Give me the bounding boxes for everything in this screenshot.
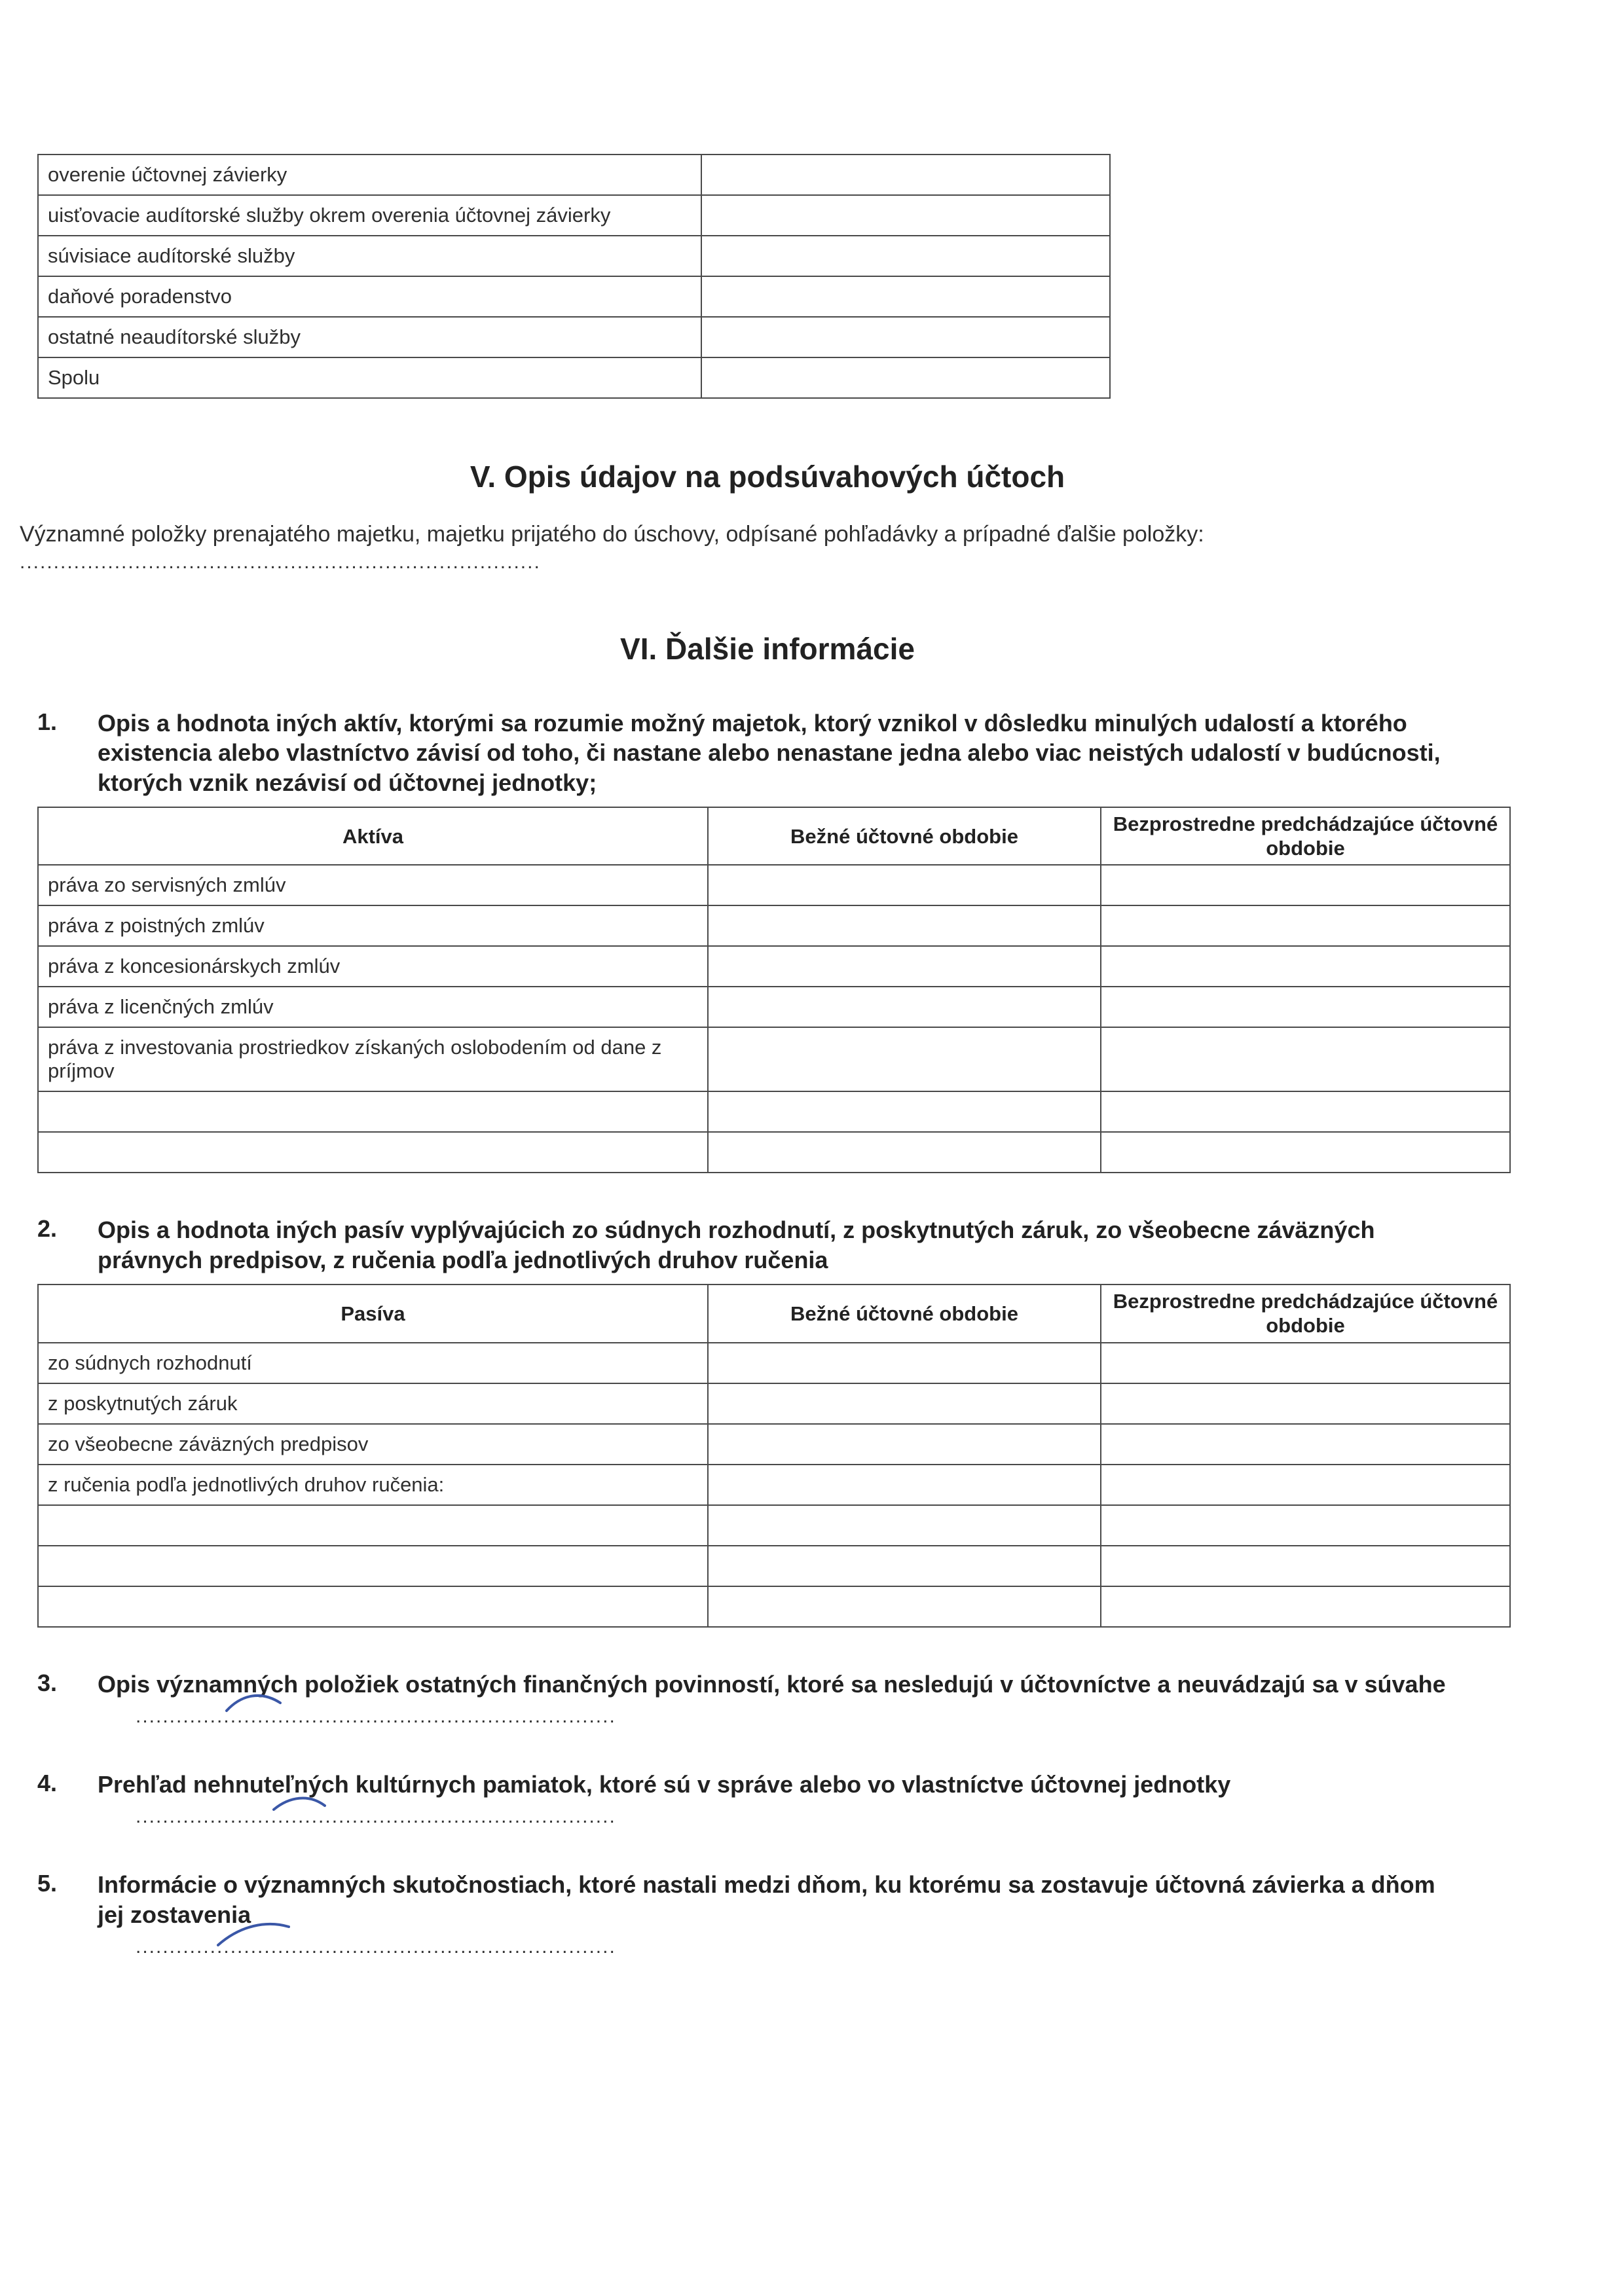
table-row [38, 1383, 1510, 1424]
liability-current-value [708, 1465, 1101, 1505]
item-4-dotted-line [136, 1806, 633, 1828]
section-v-intro: Významné položky prenajatého majetku, majetku prijatého do úschovy, odpísané pohľadávky a prípadné ďalšie položky: [20, 522, 1204, 547]
table-row [38, 195, 1110, 236]
liability-current-value [708, 1424, 1101, 1465]
asset-previous-value [1101, 987, 1510, 1027]
item-text: Opis významných položiek ostatných finančných povinností, ktoré sa nesledujú v účtovníctve a neuvádzajú sa v súvahe [98, 1670, 1446, 1698]
table-row [38, 236, 1110, 276]
liability-current-value [708, 1586, 1101, 1627]
table-header-row [38, 1285, 1510, 1342]
audit-row-value [701, 317, 1110, 357]
asset-current-value [708, 1027, 1101, 1091]
column-header: Aktíva [38, 807, 708, 865]
table-row [38, 155, 1110, 195]
dotted-line: ....................................................................... [136, 1935, 616, 1958]
liability-row-label [38, 1546, 708, 1586]
audit-row-label-total: Spolu [38, 357, 701, 398]
item-number: 1. [37, 708, 58, 735]
column-header: Pasíva [38, 1285, 708, 1342]
asset-current-value [708, 905, 1101, 946]
section-v-title: V. Opis údajov na podsúvahových účtoch [470, 460, 1065, 494]
dotted-line: ....................................................................... [136, 1806, 616, 1828]
audit-row-value [701, 276, 1110, 317]
table-row [38, 1091, 1510, 1132]
table-row [38, 946, 1510, 987]
asset-row-label: práva zo servisných zmlúv [38, 865, 708, 905]
table-row [38, 865, 1510, 905]
audit-row-value [701, 357, 1110, 398]
table-row [38, 357, 1110, 398]
section-v-dotted-line: ............................................................................. [20, 551, 541, 573]
audit-row-value [701, 195, 1110, 236]
asset-row-label [38, 1132, 708, 1173]
audit-services-table [37, 154, 1111, 399]
asset-current-value [708, 1091, 1101, 1132]
asset-row-label: práva z poistných zmlúv [38, 905, 708, 946]
asset-current-value [708, 1132, 1101, 1173]
table-row [38, 1343, 1510, 1383]
item-5-dotted-line [136, 1936, 633, 1958]
liability-row-label: z poskytnutých záruk [38, 1383, 708, 1424]
asset-previous-value [1101, 1091, 1510, 1132]
table-row [38, 276, 1110, 317]
table-row [38, 1465, 1510, 1505]
audit-row-label: uisťovacie audítorské služby okrem overenia účtovnej závierky [38, 195, 701, 236]
assets-table [37, 807, 1511, 1173]
list-item-4 [37, 1770, 1458, 1799]
liability-current-value [708, 1383, 1101, 1424]
list-item-2 [37, 1215, 1458, 1275]
asset-row-label: práva z licenčných zmlúv [38, 987, 708, 1027]
item-number: 4. [37, 1769, 58, 1796]
liability-previous-value [1101, 1383, 1510, 1424]
liability-previous-value [1101, 1586, 1510, 1627]
table-row [38, 1132, 1510, 1173]
asset-current-value [708, 946, 1101, 987]
audit-row-label: daňové poradenstvo [38, 276, 701, 317]
table-row [38, 1027, 1510, 1091]
liability-row-label: zo súdnych rozhodnutí [38, 1343, 708, 1383]
column-header: Bezprostredne predchádzajúce účtovné obdobie [1101, 807, 1510, 865]
liability-current-value [708, 1546, 1101, 1586]
liability-current-value [708, 1505, 1101, 1546]
item-number: 3. [37, 1669, 58, 1696]
table-row [38, 317, 1110, 357]
liability-previous-value [1101, 1505, 1510, 1546]
audit-row-label: ostatné neaudítorské služby [38, 317, 701, 357]
item-text: Prehľad nehnuteľných kultúrnych pamiatok, ktoré sú v správe alebo vo vlastníctve účtovnej jednotky [98, 1770, 1231, 1798]
asset-row-label [38, 1091, 708, 1132]
column-header: Bežné účtovné obdobie [708, 1285, 1101, 1342]
asset-previous-value [1101, 865, 1510, 905]
list-item-5 [37, 1870, 1458, 1929]
item-text: Informácie o významných skutočnostiach, ktoré nastali medzi dňom, ku ktorému sa zostavuje účtovná závierka a dňom jej zostavenia [98, 1871, 1435, 1928]
liability-row-label: z ručenia podľa jednotlivých druhov ručenia: [38, 1465, 708, 1505]
item-3-dotted-line [136, 1705, 633, 1728]
table-row [38, 1586, 1510, 1627]
audit-row-label: overenie účtovnej závierky [38, 155, 701, 195]
table-row [38, 1546, 1510, 1586]
table-row [38, 1424, 1510, 1465]
asset-previous-value [1101, 905, 1510, 946]
audit-row-value [701, 155, 1110, 195]
liability-current-value [708, 1343, 1101, 1383]
audit-row-label: súvisiace audítorské služby [38, 236, 701, 276]
item-text: Opis a hodnota iných pasív vyplývajúcich zo súdnych rozhodnutí, z poskytnutých záruk, zo všeobecne záväzných právnych predpisov, z ručenia podľa jednotlivých druhov ručenia [98, 1216, 1375, 1273]
asset-previous-value [1101, 1132, 1510, 1173]
column-header: Bežné účtovné obdobie [708, 807, 1101, 865]
asset-row-label: práva z koncesionárskych zmlúv [38, 946, 708, 987]
liability-previous-value [1101, 1343, 1510, 1383]
liabilities-table [37, 1284, 1511, 1627]
liability-previous-value [1101, 1424, 1510, 1465]
dotted-line: ....................................................................... [136, 1705, 616, 1727]
liability-previous-value [1101, 1546, 1510, 1586]
asset-current-value [708, 865, 1101, 905]
audit-row-value [701, 236, 1110, 276]
table-header-row [38, 807, 1510, 865]
table-row [38, 1505, 1510, 1546]
asset-row-label: práva z investovania prostriedkov získaných oslobodením od dane z príjmov [38, 1027, 708, 1091]
list-item-1 [37, 708, 1458, 797]
section-vi-title: VI. Ďalšie informácie [620, 632, 915, 666]
liability-row-label [38, 1505, 708, 1546]
asset-current-value [708, 987, 1101, 1027]
liability-previous-value [1101, 1465, 1510, 1505]
item-number: 2. [37, 1215, 58, 1243]
asset-previous-value [1101, 946, 1510, 987]
asset-previous-value [1101, 1027, 1510, 1091]
item-number: 5. [37, 1870, 58, 1897]
item-text: Opis a hodnota iných aktív, ktorými sa rozumie možný majetok, ktorý vznikol v dôsledku minulých udalostí a ktorého existencia alebo vlastníctvo závisí od toho, či nastane alebo nenastane jedna alebo viac neistých udalostí v budúcnosti, ktorých vznik nezávisí od účtovnej jednotky; [98, 710, 1441, 796]
table-row [38, 987, 1510, 1027]
list-item-3 [37, 1669, 1458, 1699]
table-row [38, 905, 1510, 946]
liability-row-label: zo všeobecne záväzných predpisov [38, 1424, 708, 1465]
liability-row-label [38, 1586, 708, 1627]
column-header: Bezprostredne predchádzajúce účtovné obdobie [1101, 1285, 1510, 1342]
